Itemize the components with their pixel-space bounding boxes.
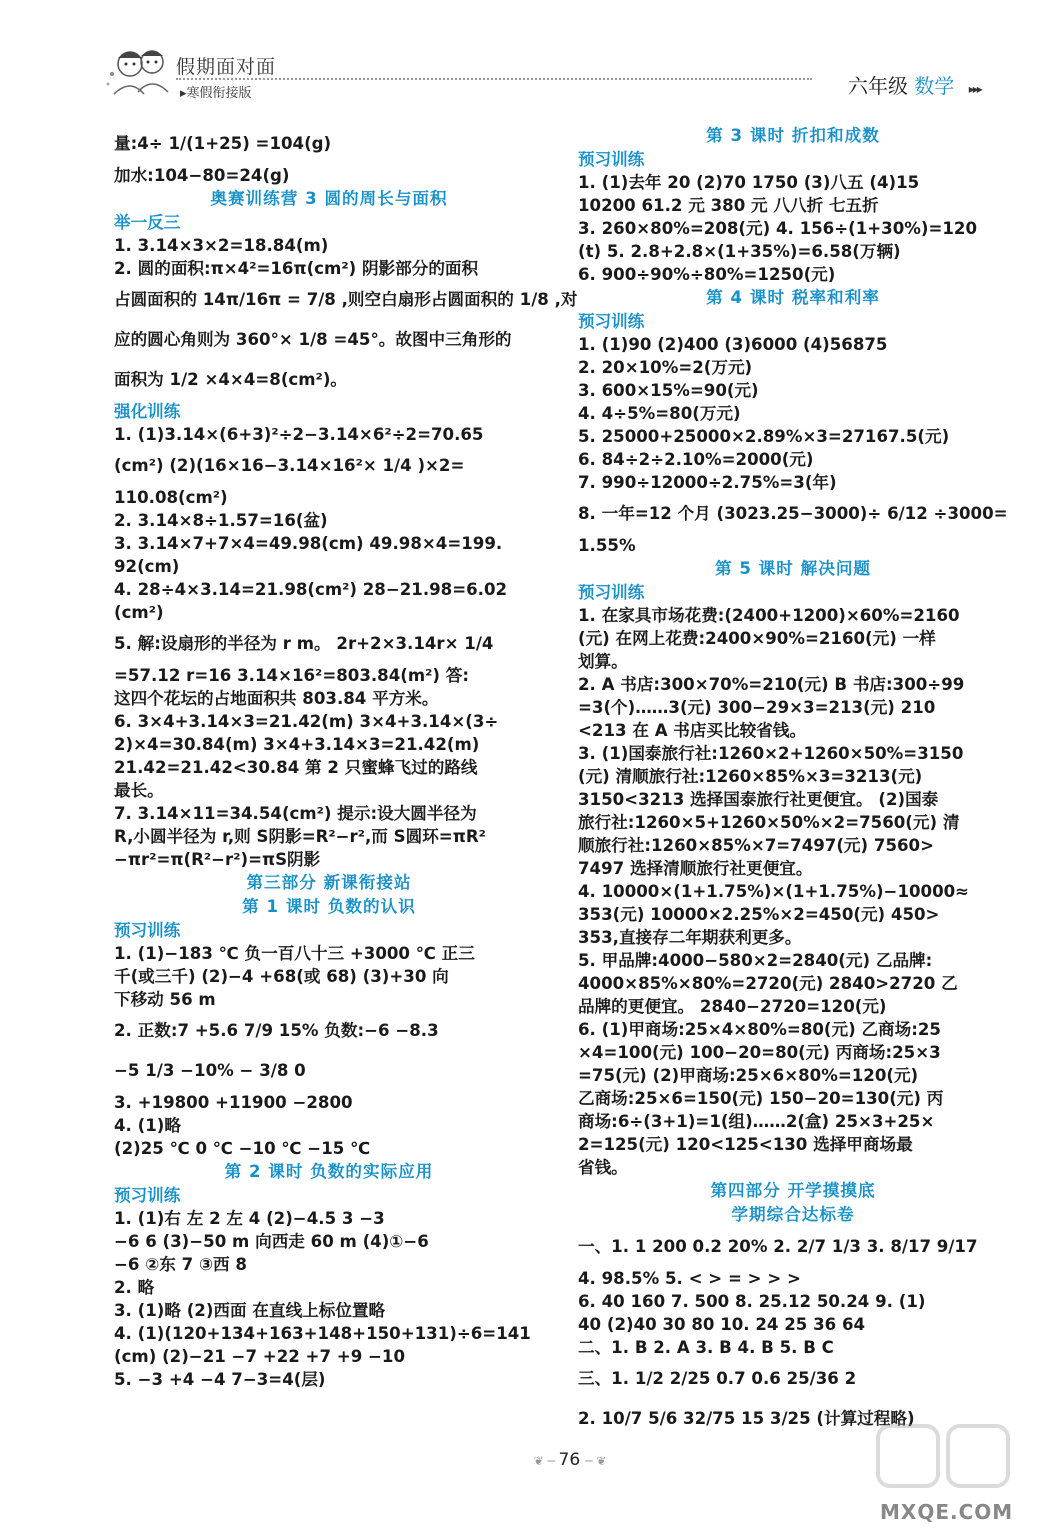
answer-line: 划算。 bbox=[578, 652, 628, 671]
answer-line: 2. A 书店:300×70%=210(元) B 书店:300÷99 bbox=[578, 675, 965, 694]
answer-line: (cm²) (2)(16×16−3.14×16²× 1/4 )×2= bbox=[114, 456, 465, 475]
answer-line: −5 1/3 −10% − 3/8 0 bbox=[114, 1061, 306, 1080]
answer-line: 4. (1)(120+134+163+148+150+131)÷6=141 bbox=[114, 1324, 531, 1343]
section-heading: 第 3 课时 折扣和成数 bbox=[706, 126, 880, 145]
answer-line: 品牌的更便宜。 2840−2720=120(元) bbox=[578, 997, 887, 1016]
answer-line: =57.12 r=16 3.14×16²=803.84(m²) 答: bbox=[114, 666, 469, 685]
section-heading: 第 4 课时 税率和利率 bbox=[706, 288, 880, 307]
answer-line: 40 (2)40 30 80 10. 24 25 36 64 bbox=[578, 1315, 866, 1334]
answer-line: 面积为 1/2 ×4×4=8(cm²)。 bbox=[114, 370, 347, 389]
answer-line: 1. (1)−183 ℃ 负一百八十三 +3000 ℃ 正三 bbox=[114, 944, 475, 963]
answer-line: 6. 40 160 7. 500 8. 25.12 50.24 9. (1) bbox=[578, 1292, 926, 1311]
answer-line: 3. (1)略 (2)西面 在直线上标位置略 bbox=[114, 1301, 386, 1320]
subsection-label: 预习训练 bbox=[114, 1186, 181, 1205]
answer-line: −πr²=π(R²−r²)=πS阴影 bbox=[114, 850, 321, 869]
answer-line: 一、1. 1 200 0.2 20% 2. 2/7 1/3 3. 8/17 9/17 bbox=[578, 1237, 978, 1256]
subject-label: 数学 bbox=[914, 74, 955, 98]
section-heading: 第 5 课时 解决问题 bbox=[714, 559, 872, 578]
answer-line: 2. 略 bbox=[114, 1278, 155, 1297]
answer-line: 5. 25000+25000×2.89%×3=27167.5(元) bbox=[578, 427, 950, 446]
answer-line: 1. (1)3.14×(6+3)²÷2−3.14×6²÷2=70.65 bbox=[114, 425, 484, 444]
answer-line: 7. 990÷12000÷2.75%=3(年) bbox=[578, 473, 837, 492]
answer-line: 2. 10/7 5/6 32/75 15 3/25 (计算过程略) bbox=[578, 1409, 915, 1428]
answer-line: 量:4÷ 1/(1+25) =104(g) bbox=[114, 134, 332, 153]
answer-line: 2=125(元) 120<125<130 选择甲商场最 bbox=[578, 1135, 913, 1154]
section-heading: 第三部分 新课衔接站 bbox=[246, 873, 412, 892]
answer-line: 2. 3.14×8÷1.57=16(盆) bbox=[114, 511, 328, 530]
answer-line: 4. 28÷4×3.14=21.98(cm²) 28−21.98=6.02 bbox=[114, 580, 508, 599]
answer-line: 3. 3.14×7+7×4=49.98(cm) 49.98×4=199. bbox=[114, 534, 503, 553]
answer-line: (cm²) bbox=[114, 603, 164, 622]
section-heading: 第 2 课时 负数的实际应用 bbox=[224, 1162, 434, 1181]
section-heading: 第 1 课时 负数的认识 bbox=[242, 897, 416, 916]
answer-line: 353(元) 10000×2.25%×2=450(元) 450> bbox=[578, 905, 940, 924]
answer-line: 6. (1)甲商场:25×4×80%=80(元) 乙商场:25 bbox=[578, 1020, 941, 1039]
right-column bbox=[578, 124, 1008, 1439]
answer-line: 乙商场:25×6=150(元) 150−20=130(元) 丙 bbox=[578, 1089, 944, 1108]
cartoon-children-logo-icon bbox=[104, 44, 176, 106]
answer-line: 应的圆心角则为 360°× 1/8 =45°。故图中三角形的 bbox=[114, 330, 512, 349]
answer-line: 1.55% bbox=[578, 536, 636, 555]
answer-line: (2)25 ℃ 0 ℃ −10 ℃ −15 ℃ bbox=[114, 1139, 371, 1158]
subsection-label: 强化训练 bbox=[114, 402, 181, 421]
answer-line: 6. 3×4+3.14×3=21.42(m) 3×4+3.14×(3÷ bbox=[114, 712, 499, 731]
answer-line: 6. 900÷90%÷80%=1250(元) bbox=[578, 265, 836, 284]
grade-subject-label bbox=[848, 70, 981, 99]
answer-line: 加水:104−80=24(g) bbox=[114, 166, 290, 185]
section-heading: 奥赛训练营 3 圆的周长与面积 bbox=[210, 189, 448, 208]
answer-line: 7. 3.14×11=34.54(cm²) 提示:设大圆半径为 bbox=[114, 804, 477, 823]
answer-line: 3. 600×15%=90(元) bbox=[578, 381, 759, 400]
answer-line: 110.08(cm²) bbox=[114, 488, 228, 507]
answer-line: 7497 选择清顺旅行社更便宜。 bbox=[578, 859, 813, 878]
answer-line: (元) 清顺旅行社:1260×85%×3=3213(元) bbox=[578, 767, 923, 786]
answer-line: (t) 5. 2.8+2.8×(1+35%)=6.58(万辆) bbox=[578, 242, 901, 261]
answer-line: 顺旅行社:1260×85%×7=7497(元) 7560> bbox=[578, 836, 934, 855]
answer-line: 10200 61.2 元 380 元 八八折 七五折 bbox=[578, 196, 879, 215]
answer-line: 省钱。 bbox=[578, 1158, 628, 1177]
page-number: 76 bbox=[558, 1450, 581, 1470]
subsection-label: 预习训练 bbox=[114, 921, 181, 940]
answer-line: 4000×85%×80%=2720(元) 2840>2720 乙 bbox=[578, 974, 958, 993]
answer-line: 这四个花坛的占地面积共 803.84 平方米。 bbox=[114, 689, 439, 708]
ornament-right-icon: ─ ❦ bbox=[585, 1454, 607, 1468]
answer-line: <213 在 A 书店买比较省钱。 bbox=[578, 721, 807, 740]
answer-line: 353,直接存二年期获利更多。 bbox=[578, 928, 802, 947]
page-header bbox=[0, 0, 1051, 112]
answer-line: 5. −3 +4 −4 7−3=4(层) bbox=[114, 1370, 326, 1389]
header-divider bbox=[176, 78, 812, 80]
subsection-label: 预习训练 bbox=[578, 583, 645, 602]
subsection-label: 预习训练 bbox=[578, 312, 645, 331]
answer-line: 4. (1)略 bbox=[114, 1116, 181, 1135]
answer-line: 2. 正数:7 +5.6 7/9 15% 负数:−6 −8.3 bbox=[114, 1021, 439, 1040]
brand-subtitle: ▸寒假衔接版 bbox=[180, 86, 252, 101]
answer-line: 5. 甲品牌:4000−580×2=2840(元) 乙品牌: bbox=[578, 951, 933, 970]
answer-line: 商场:6÷(3+1)=1(组)……2(盒) 25×3+25× bbox=[578, 1112, 935, 1131]
answer-line: (元) 在网上花费:2400×90%=2160(元) 一样 bbox=[578, 629, 936, 648]
answer-line: 3150<3213 选择国泰旅行社更便宜。 (2)国泰 bbox=[578, 790, 939, 809]
page-footer bbox=[470, 1450, 670, 1470]
answer-line: 下移动 56 m bbox=[114, 990, 216, 1009]
answer-line: 三、1. 1/2 2/25 0.7 0.6 25/36 2 bbox=[578, 1369, 857, 1388]
answer-line: 8. 一年=12 个月 (3023.25−3000)÷ 6/12 ÷3000= bbox=[578, 504, 1008, 523]
answer-line: 3. (1)国泰旅行社:1260×2+1260×50%=3150 bbox=[578, 744, 964, 763]
section-heading: 学期综合达标卷 bbox=[731, 1205, 855, 1224]
answer-line: 92(cm) bbox=[114, 557, 180, 576]
ornament-left-icon: ❦ ─ bbox=[533, 1454, 559, 1468]
answer-line: 3. +19800 +11900 −2800 bbox=[114, 1093, 353, 1112]
answer-line: 1. (1)去年 20 (2)70 1750 (3)八五 (4)15 bbox=[578, 173, 920, 192]
answer-line: 2)×4=30.84(m) 3×4+3.14×3=21.42(m) bbox=[114, 735, 480, 754]
subsection-label: 举一反三 bbox=[114, 213, 181, 232]
answer-line: −6 6 (3)−50 m 向西走 60 m (4)①−6 bbox=[114, 1232, 429, 1251]
brand-title: 假期面对面 bbox=[176, 56, 277, 78]
answer-line: (cm) (2)−21 −7 +22 +7 +9 −10 bbox=[114, 1347, 406, 1366]
answer-line: 5. 解:设扇形的半径为 r m。 2r+2×3.14r× 1/4 bbox=[114, 634, 494, 653]
answer-line: 4. 4÷5%=80(万元) bbox=[578, 404, 741, 423]
answer-line: 6. 84÷2÷2.10%=2000(元) bbox=[578, 450, 814, 469]
arrow-icon: ▸▸▸ bbox=[968, 82, 981, 96]
answer-line: 二、1. B 2. A 3. B 4. B 5. B C bbox=[578, 1338, 834, 1357]
answer-line: 4. 10000×(1+1.75%)×(1+1.75%)−10000≈ bbox=[578, 882, 970, 901]
answer-line: 1. 3.14×3×2=18.84(m) bbox=[114, 236, 329, 255]
answer-line: 1. 在家具市场花费:(2400+1200)×60%=2160 bbox=[578, 606, 960, 625]
answer-line: 1. (1)90 (2)400 (3)6000 (4)56875 bbox=[578, 335, 888, 354]
answer-line: 旅行社:1260×5+1260×50%×2=7560(元) 清 bbox=[578, 813, 960, 832]
answer-line: 2. 20×10%=2(万元) bbox=[578, 358, 753, 377]
section-heading: 第四部分 开学摸摸底 bbox=[710, 1181, 876, 1200]
grade-label: 六年级 bbox=[848, 74, 908, 98]
answer-line: =75(元) (2)甲商场:25×6×80%=120(元) bbox=[578, 1066, 919, 1085]
answer-line: 1. (1)右 左 2 左 4 (2)−4.5 3 −3 bbox=[114, 1209, 385, 1228]
answer-line: 3. 260×80%=208(元) 4. 156÷(1+30%)=120 bbox=[578, 219, 978, 238]
answer-line: 4. 98.5% 5. < > = > > > bbox=[578, 1269, 801, 1288]
answer-line: 2. 圆的面积:π×4²=16π(cm²) 阴影部分的面积 bbox=[114, 259, 479, 278]
answer-line: 最长。 bbox=[114, 781, 164, 800]
answer-line: 21.42=21.42<30.84 第 2 只蜜蜂飞过的路线 bbox=[114, 758, 478, 777]
watermark-text: MXQE.COM bbox=[880, 1500, 1014, 1524]
answer-line: 占圆面积的 14π/16π = 7/8 ,则空白扇形占圆面积的 1/8 ,对 bbox=[114, 290, 578, 309]
subsection-label: 预习训练 bbox=[578, 150, 645, 169]
answer-line: 千(或三千) (2)−4 +68(或 68) (3)+30 向 bbox=[114, 967, 449, 986]
left-column bbox=[114, 124, 578, 1391]
answer-line: R,小圆半径为 r,则 S阴影=R²−r²,而 S圆环=πR² bbox=[114, 827, 486, 846]
answer-line: ×4=100(元) 100−20=80(元) 丙商场:25×3 bbox=[578, 1043, 941, 1062]
answer-line: =3(个)……3(元) 300−29×3=213(元) 210 bbox=[578, 698, 936, 717]
answer-line: −6 ②东 7 ③西 8 bbox=[114, 1255, 247, 1274]
